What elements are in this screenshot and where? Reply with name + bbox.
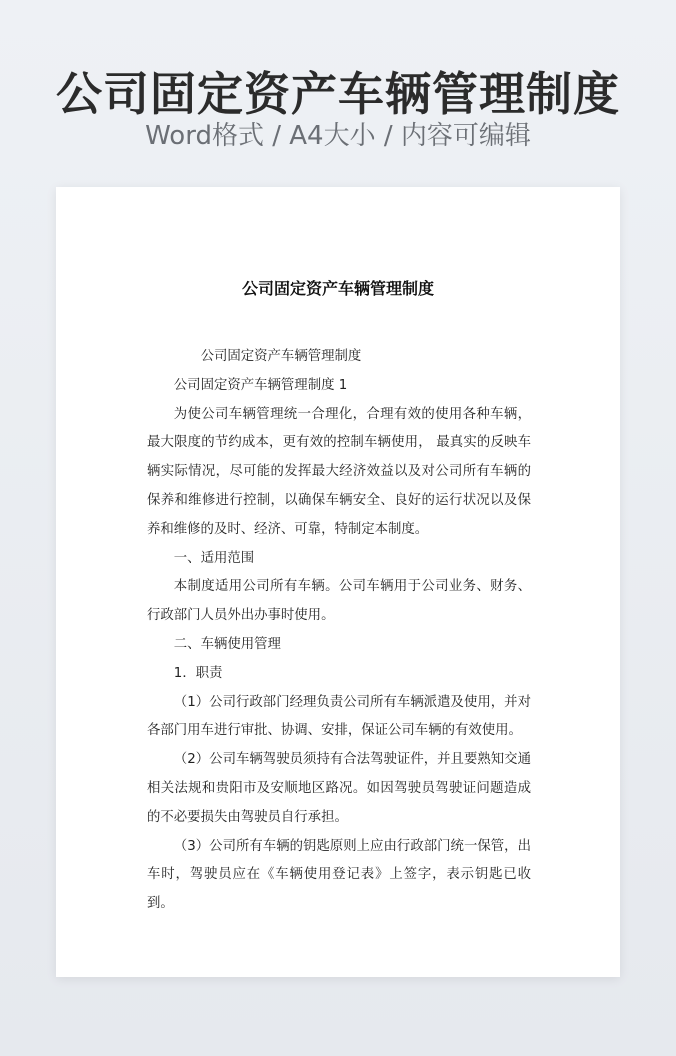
document-heading: 一、适用范围: [173, 550, 255, 566]
document-subheading: 1．职责: [173, 665, 223, 681]
document-paragraph: 本制度适用公司所有车辆。公司车辆用于公司业务、财务、行政部门人员外出办事时使用。: [147, 579, 531, 624]
document-paragraph: 公司固定资产车辆管理制度: [200, 349, 362, 364]
document-paragraph: 公司固定资产车辆管理制度 1: [173, 377, 348, 393]
document-title: 公司固定资产车辆管理制度: [241, 279, 434, 298]
banner-subtitle: Word格式 / A4大小 / 内容可编辑: [145, 121, 531, 151]
document-paragraph: （1）公司行政部门经理负责公司所有车辆派遣及使用，并对各部门用车进行审批、协调、安排，保证公司车辆的有效使用。: [147, 694, 531, 739]
document-body: [147, 343, 531, 919]
document-paragraph: （2）公司车辆驾驶员须持有合法驾驶证件，并且要熟知交通相关法规和贵阳市及安顺地区路况。如因驾驶员驾驶证问题造成的不必要损失由驾驶员自行承担。: [147, 752, 531, 825]
document-paragraph: 为使公司车辆管理统一合理化，合理有效的使用各种车辆，最大限度的节约成本，更有效的控制车辆使用， 最真实的反映车辆实际情况，尽可能的发挥最大经济效益以及对公司所有车辆的保养和维修进行控制，以确保车辆安全、良好的运行状况以及保养和维修的及时、经济、可靠，特制定本制度。: [147, 406, 531, 537]
banner-title: 公司固定资产车辆管理制度: [56, 67, 620, 121]
document-paragraph: （3）公司所有车辆的钥匙原则上应由行政部门统一保管，出车时，驾驶员应在《车辆使用登记表》上签字，表示钥匙已收到。: [147, 838, 531, 912]
document-heading: 二、车辆使用管理: [173, 636, 281, 652]
